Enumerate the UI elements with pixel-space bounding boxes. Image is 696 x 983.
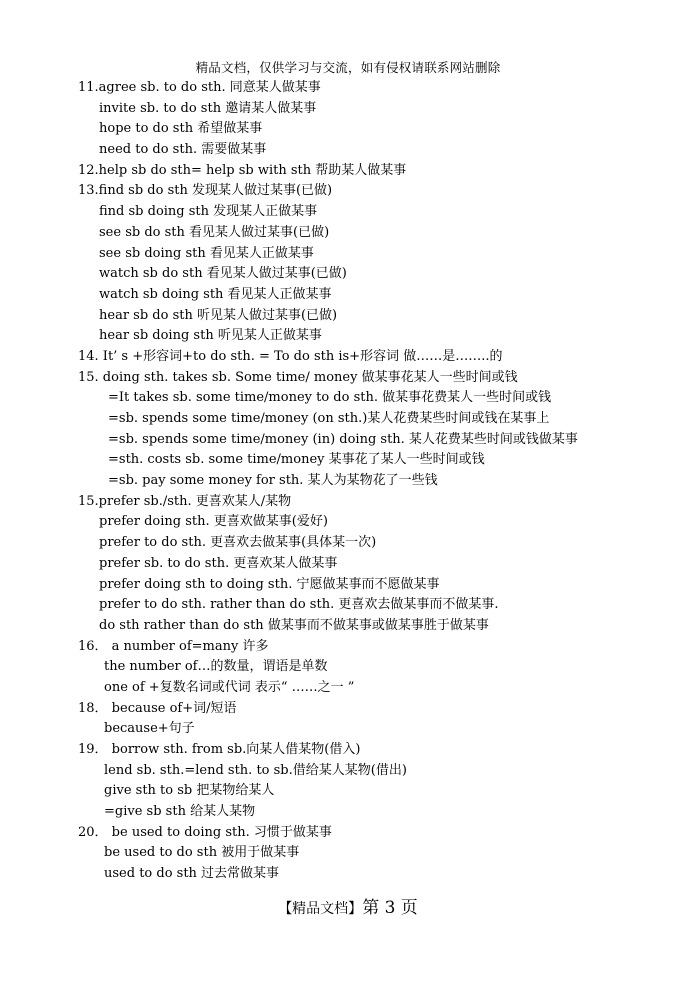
document-line: one of +复数名词或代词 表示“ ……之一 ”	[104, 679, 355, 695]
document-line: 12.help sb do sth= help sb with sth 帮助某人做某事	[78, 162, 407, 178]
page-header: 精品文档，仅供学习与交流，如有侵权请联系网站删除	[195, 60, 501, 75]
document-line: invite sb. to do sth 邀请某人做某事	[99, 100, 317, 116]
document-line: find sb doing sth 发现某人正做某事	[99, 204, 318, 220]
document-line: 18． because of+词/短语	[78, 700, 237, 716]
document-body	[78, 78, 678, 885]
document-line: hope to do sth 希望做某事	[99, 121, 263, 137]
document-line: 11.agree sb. to do sth. 同意某人做某事	[78, 80, 321, 95]
document-line: =sth. costs sb. some time/money 某事花了某人一些时间或钱	[108, 452, 485, 468]
document-line: watch sb do sth 看见某人做过某事(已做)	[99, 266, 347, 282]
document-line: =sb. pay some money for sth. 某人为某物花了一些钱	[108, 473, 438, 489]
page-footer	[0, 893, 696, 918]
document-line: 19． borrow sth. from sb.向某人借某物(借入)	[78, 742, 361, 757]
document-line: used to do sth 过去常做某事	[104, 866, 280, 882]
document-line: prefer to do sth. 更喜欢去做某事(具体某一次)	[99, 535, 377, 551]
document-line: see sb do sth 看见某人做过某事(已做)	[99, 224, 330, 240]
document-line: prefer sb. to do sth. 更喜欢某人做某事	[99, 555, 338, 571]
document-line: 13.find sb do sth 发现某人做过某事(已做)	[78, 183, 333, 199]
document-line: lend sb. sth.=lend sth. to sb.借给某人某物(借出)	[104, 762, 407, 778]
document-line: =sb. spends some time/money (in) doing sth. 某人花费某些时间或钱做某事	[108, 431, 578, 447]
document-line: give sth to sb 把某物给某人	[104, 783, 275, 799]
document-line: prefer doing sth to doing sth. 宁愿做某事而不愿做某事	[99, 576, 440, 592]
document-line: hear sb doing sth 听见某人正做某事	[99, 328, 322, 344]
document-line: 14. It’ s +形容词+to do sth. = To do sth is+形容词 做……是……..的	[78, 348, 503, 364]
document-line: hear sb do sth 听见某人做过某事(已做)	[99, 307, 338, 323]
document-line: see sb doing sth 看见某人正做某事	[99, 245, 314, 261]
document-line: 16． a number of=many 许多	[78, 638, 269, 654]
document-line: =give sb sth 给某人某物	[104, 804, 256, 820]
document-line: 15.prefer sb./sth. 更喜欢某人/某物	[78, 493, 292, 509]
document-line: the number of…的数量，谓语是单数	[104, 659, 328, 675]
document-line: =sb. spends some time/money (on sth.)某人花费某些时间或钱在某事上	[108, 411, 550, 426]
page-number: 第 3 页	[362, 898, 418, 918]
document-line: prefer to do sth. rather than do sth. 更喜欢去做某事而不做某事.	[99, 597, 499, 613]
document-line: be used to do sth 被用于做某事	[104, 845, 300, 861]
document-line: prefer doing sth. 更喜欢做某事(爱好)	[99, 514, 328, 530]
document-line: do sth rather than do sth 做某事而不做某事或做某事胜于做某事	[99, 617, 489, 633]
document-line: watch sb doing sth 看见某人正做某事	[99, 286, 332, 302]
document-line: because+句子	[104, 721, 195, 737]
document-line: 15. doing sth. takes sb. Some time/ money 做某事花某人一些时间或钱	[78, 369, 518, 385]
footer-tag: 【精品文档】	[278, 901, 363, 917]
document-line: 20． be used to doing sth. 习惯于做某事	[78, 824, 332, 840]
document-line: =It takes sb. some time/money to do sth. 做某事花费某人一些时间或钱	[108, 390, 552, 406]
document-line: need to do sth. 需要做某事	[99, 142, 267, 158]
